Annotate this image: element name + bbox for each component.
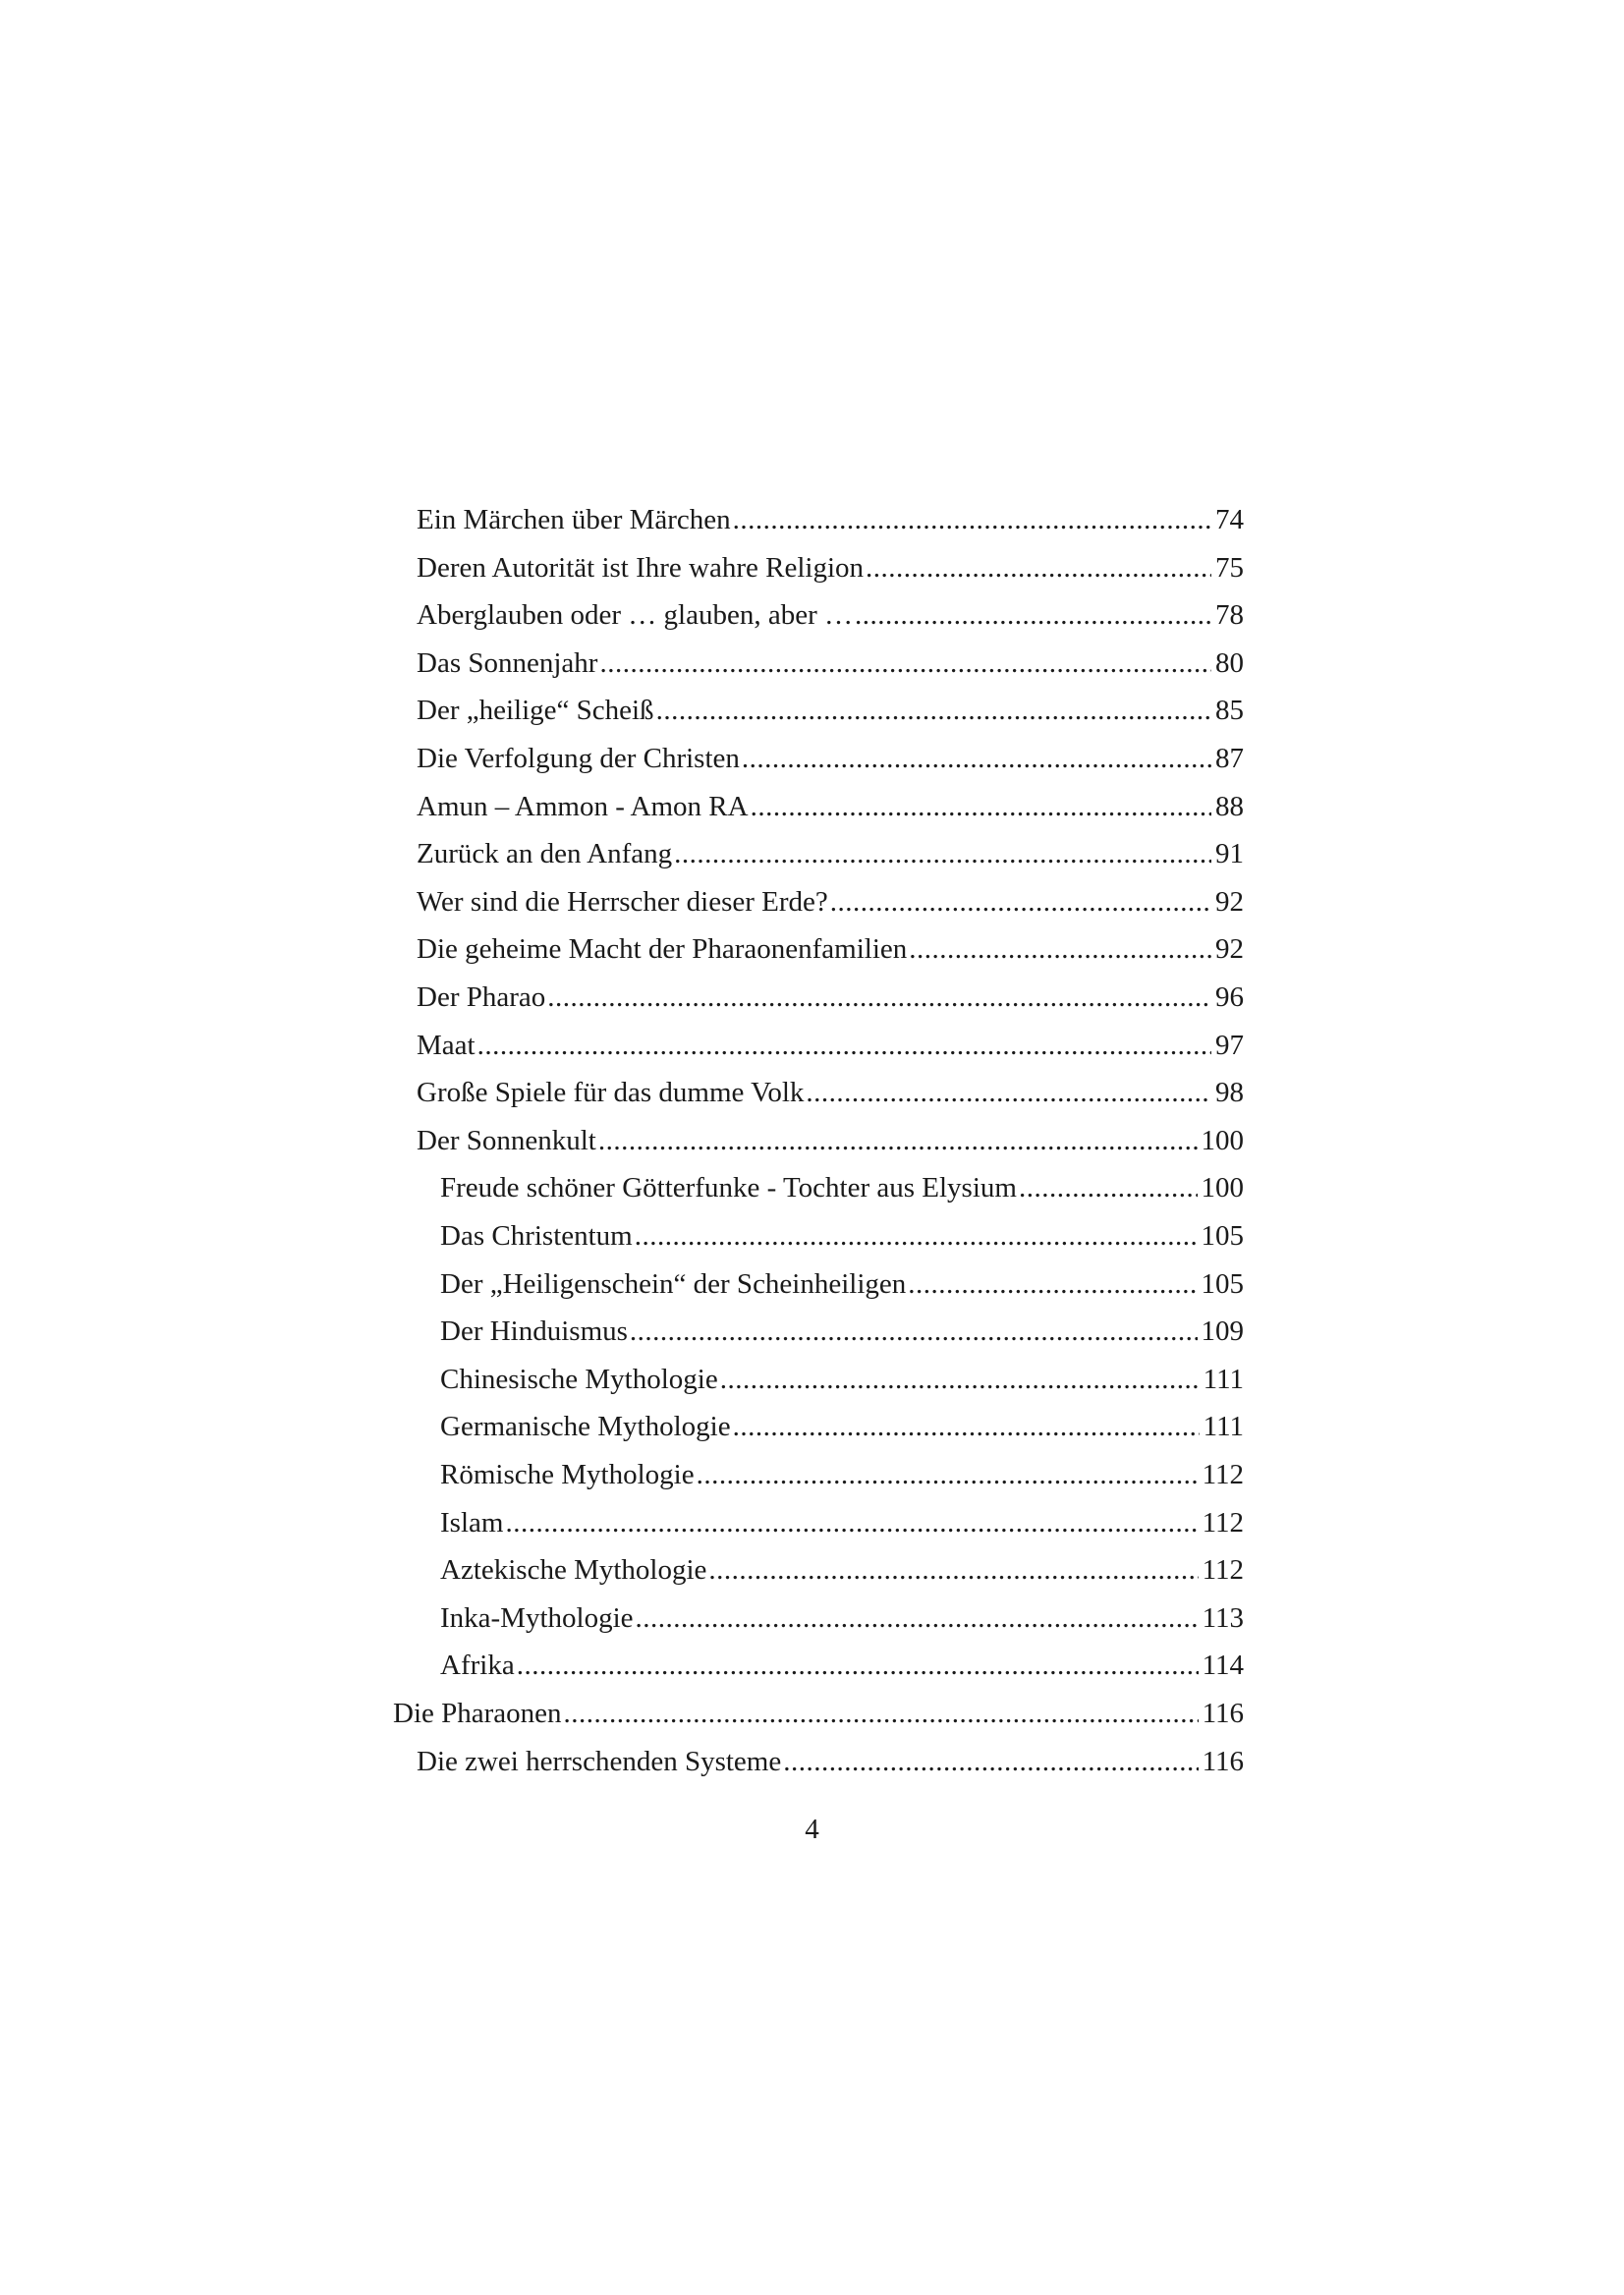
toc-entry-page: 112	[1202, 1554, 1244, 1587]
toc-entry-title: Deren Autorität ist Ihre wahre Religion	[417, 551, 865, 584]
toc-entry-page: 116	[1202, 1745, 1244, 1777]
toc-entry-page: 100	[1201, 1124, 1244, 1156]
toc-dot-leader	[636, 1595, 1199, 1643]
toc-entry-title: Die zwei herrschenden Systeme	[417, 1745, 782, 1777]
toc-entry	[440, 1260, 1244, 1309]
toc-entry-title: Die geheime Macht der Pharaonenfamilien	[417, 933, 908, 966]
toc-entry	[417, 735, 1244, 783]
toc-dot-leader	[720, 1356, 1200, 1404]
toc-entry	[440, 1403, 1244, 1451]
toc-dot-leader	[855, 591, 1211, 640]
toc-entry-page: 100	[1201, 1172, 1244, 1204]
toc-entry-page: 111	[1203, 1411, 1244, 1443]
toc-entry	[417, 783, 1244, 831]
toc-entry	[417, 974, 1244, 1022]
toc-entry-title: Der Pharao	[417, 981, 546, 1013]
toc-dot-leader	[742, 735, 1211, 783]
toc-entry	[440, 1499, 1244, 1547]
toc-entry	[440, 1164, 1244, 1212]
toc-entry-title: Der „Heiligenschein“ der Scheinheiligen	[440, 1267, 907, 1300]
toc-entry-title: Die Pharaonen	[393, 1698, 562, 1729]
toc-entry-title: Der Hinduismus	[440, 1315, 628, 1348]
toc-dot-leader	[656, 687, 1211, 735]
toc-dot-leader	[806, 1069, 1211, 1117]
toc-entry-page: 105	[1201, 1220, 1244, 1252]
toc-dot-leader	[697, 1451, 1199, 1499]
toc-entry-page: 85	[1215, 695, 1244, 727]
toc-dot-leader	[908, 1260, 1197, 1309]
toc-entry-page: 78	[1215, 599, 1244, 632]
toc-entry	[417, 1069, 1244, 1117]
toc-entry-page: 74	[1215, 504, 1244, 535]
toc-entry-title: Freude schöner Götterfunke - Tochter aus Elysium	[440, 1172, 1017, 1204]
toc-entry	[417, 591, 1244, 640]
toc-entry-page: 98	[1215, 1077, 1244, 1109]
toc-entry	[417, 1117, 1244, 1165]
toc-entry-page: 96	[1215, 981, 1244, 1013]
toc-dot-leader	[733, 1403, 1200, 1451]
toc-entry-title: Römische Mythologie	[440, 1459, 695, 1490]
toc-entry-title: Inka-Mythologie	[440, 1601, 634, 1634]
toc-entry-page: 91	[1215, 838, 1244, 870]
toc-entry-title: Der „heilige“ Scheiß	[417, 695, 654, 727]
toc-dot-leader	[783, 1738, 1198, 1786]
toc-entry-title: Aberglauben oder … glauben, aber …	[417, 599, 853, 632]
toc-entry-page: 112	[1202, 1459, 1244, 1490]
toc-dot-leader	[674, 830, 1211, 878]
toc-entry-title: Die Verfolgung der Christen	[417, 743, 740, 774]
toc-dot-leader	[830, 878, 1211, 926]
toc-dot-leader	[708, 1546, 1198, 1595]
toc-entry-page: 112	[1202, 1506, 1244, 1539]
toc-dot-leader	[505, 1499, 1198, 1547]
toc-entry-page: 114	[1202, 1650, 1244, 1682]
toc-entry-title: Germanische Mythologie	[440, 1411, 731, 1443]
toc-entry-page: 75	[1215, 551, 1244, 584]
toc-entry-page: 105	[1201, 1267, 1244, 1300]
toc-entry-page: 111	[1203, 1363, 1244, 1395]
toc-entry	[440, 1308, 1244, 1356]
toc-dot-leader	[564, 1690, 1199, 1738]
toc-dot-leader	[630, 1308, 1198, 1356]
toc-entry-page: 80	[1215, 646, 1244, 679]
toc-entry	[440, 1642, 1244, 1690]
page-number: 4	[805, 1814, 819, 1845]
toc-dot-leader	[751, 783, 1211, 831]
toc-dot-leader	[909, 925, 1211, 974]
toc-entry-title: Zurück an den Anfang	[417, 838, 673, 870]
toc-entry	[440, 1451, 1244, 1499]
toc-entry-title: Afrika	[440, 1650, 515, 1682]
toc-entry-title: Ein Märchen über Märchen	[417, 504, 731, 535]
toc-entry-page: 116	[1202, 1698, 1244, 1729]
toc-dot-leader	[598, 1117, 1198, 1165]
toc-entry	[417, 544, 1244, 592]
toc-entry-page: 109	[1201, 1315, 1244, 1348]
toc-entry-page: 113	[1202, 1601, 1244, 1634]
toc-entry-title: Maat	[417, 1029, 476, 1061]
toc-dot-leader	[1019, 1164, 1198, 1212]
toc-entry-page: 88	[1215, 790, 1244, 822]
toc-entry	[417, 640, 1244, 688]
toc-dot-leader	[547, 974, 1211, 1022]
toc-dot-leader	[635, 1212, 1198, 1260]
toc-entry-title: Das Sonnenjahr	[417, 646, 598, 679]
toc-entry	[440, 1212, 1244, 1260]
toc-entry	[417, 687, 1244, 735]
toc-entry-title: Das Christentum	[440, 1220, 633, 1252]
toc-entry	[393, 1690, 1244, 1738]
toc-dot-leader	[599, 640, 1211, 688]
toc-entry-title: Der Sonnenkult	[417, 1124, 596, 1156]
toc-entry	[417, 878, 1244, 926]
toc-dot-leader	[517, 1642, 1199, 1690]
toc-dot-leader	[733, 496, 1211, 544]
toc-entry-title: Islam	[440, 1506, 504, 1539]
toc-entry-title: Wer sind die Herrscher dieser Erde?	[417, 885, 828, 918]
toc-entry	[417, 1022, 1244, 1070]
toc-entry-title: Aztekische Mythologie	[440, 1554, 707, 1587]
toc-entry	[417, 830, 1244, 878]
toc-dot-leader	[477, 1022, 1211, 1070]
toc-entry-title: Amun – Ammon - Amon RA	[417, 790, 749, 822]
toc-entry-page: 97	[1215, 1029, 1244, 1061]
toc-entry-title: Chinesische Mythologie	[440, 1363, 718, 1395]
toc-entry-page: 92	[1215, 933, 1244, 966]
toc-entry	[440, 1595, 1244, 1643]
toc-entry	[417, 1738, 1244, 1786]
toc-entry-page: 92	[1215, 885, 1244, 918]
toc-entry	[417, 496, 1244, 544]
toc-entry	[440, 1546, 1244, 1595]
toc-entry-page: 87	[1215, 743, 1244, 774]
toc-entry	[417, 925, 1244, 974]
toc-entry-title: Große Spiele für das dumme Volk	[417, 1077, 805, 1109]
toc-dot-leader	[866, 544, 1211, 592]
toc-entry	[440, 1356, 1244, 1404]
